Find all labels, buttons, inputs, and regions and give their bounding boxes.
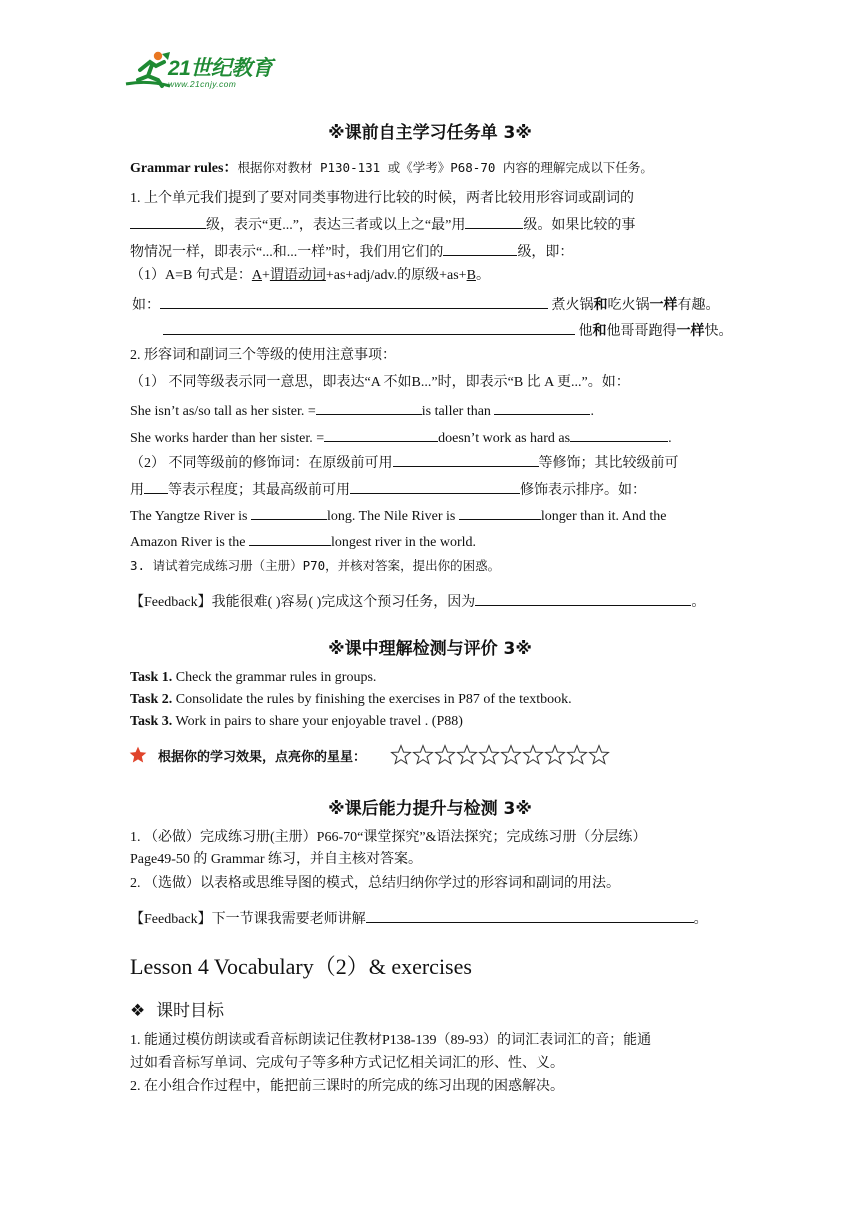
goal-1-line2: 过如看音标写单词、完成句子等多种方式记忆相关词汇的形、性、义。 [130,1056,564,1071]
blank-superlative[interactable] [465,213,523,229]
rating-star-icon[interactable] [413,746,432,764]
sentence-1: She isn’t as/so tall as her sister. = is taller than . [130,399,594,422]
rating-star-icon[interactable] [457,746,476,764]
blank-feedback-2[interactable] [366,907,694,923]
rating-star-icon[interactable] [435,746,454,764]
blank-superlative-modifier[interactable] [350,478,520,494]
para2-title: 2. 形容词和副词三个等级的使用注意事项： [130,348,396,363]
para2-item2-line2: 用 等表示程度；其最高级前可用 修饰表示排序。如： [130,478,646,501]
sentence-2: She works harder than her sister. = doesn’t work as hard as . [130,426,672,449]
para1-line2: 级，表示“更...”，表达三者或以上之“最”用 级。如果比较的事 [130,213,635,236]
para2-item2-line1: （2） 不同等级前的修饰词：在原级前可用 等修饰；其比较级前可 [130,451,679,474]
blank-example-2[interactable] [163,319,575,335]
rating-stars[interactable] [390,744,612,766]
section-title-preview: ※课前自主学习任务单 3※ [328,123,532,143]
blank-s2-a[interactable] [324,426,438,442]
blank-river-3[interactable] [249,530,331,546]
goal-2: 2. 在小组合作过程中，能把前三课时的所完成的练习出现的困惑解决。 [130,1079,564,1094]
rating-star-icon[interactable] [545,746,564,764]
homework-1-line1: 1. （必做）完成练习册(主册）P66-70“课堂探究”&语法探究；完成练习册（分层练） [130,830,647,845]
task-1: Task 1. Check the grammar rules in groups. [130,670,377,685]
star-icon [128,745,148,765]
section-title-in-class: ※课中理解检测与评价 3※ [328,639,532,659]
homework-2: 2. （选做）以表格或思维导图的模式，总结归纳你学过的形容词和副词的用法。 [130,876,620,891]
grammar-label: Grammar rules： [130,161,238,176]
blank-comparative-modifier[interactable] [144,478,168,494]
rating-star-icon[interactable] [589,746,608,764]
grammar-rules-line [130,158,653,179]
para2-item1: （1） 不同等级表示同一意思，即表达“A 不如B...”时，即表示“B 比 A 更...”。如： [130,375,630,390]
para1-line3: 物情况一样，即表示“...和...一样”时，我们用它们的 级，即： [130,240,573,263]
lesson-title: Lesson 4 Vocabulary（2）& exercises [130,954,472,979]
logo-url: www.21cnjy.com [168,79,237,89]
formula-line: （1）A=B 句式是：A+谓语动词+as+adj/adv.的原级+as+B。 [130,268,490,283]
river-line-2: Amazon River is the longest river in the world. [130,530,476,553]
grammar-text: 根据你对教材 P130-131 或《学考》P68-70 内容的理解完成以下任务。 [237,160,653,175]
river-line-1: The Yangtze River is long. The Nile River is longer than it. And the [130,504,666,527]
blank-positive-modifier[interactable] [393,451,539,467]
homework-1-line2: Page49-50 的 Grammar 练习，并自主核对答案。 [130,852,423,867]
para1-line1: 1. 上个单元我们提到了要对同类事物进行比较的时候，两者比较用形容词或副词的 [130,191,634,206]
feedback-1: 【Feedback】我能很难( )容易( )完成这个预习任务，因为 。 [130,590,705,613]
goal-1-line1: 1. 能通过模仿朗读或看音标朗读记住教材P138-139（89-93）的词汇表词汇的音；能通 [130,1033,652,1048]
star-rating-label: 根据你的学习效果，点亮你的星星： [158,750,367,765]
feedback-2: 【Feedback】下一节课我需要老师讲解 。 [130,907,708,930]
lesson-goal-heading: ❖ 课时目标 [130,1001,225,1021]
rating-star-icon[interactable] [391,746,410,764]
blank-s1-a[interactable] [316,399,422,415]
section-title-after-class: ※课后能力提升与检测 3※ [328,799,532,819]
blank-feedback-1[interactable] [475,590,691,606]
rating-star-icon[interactable] [567,746,586,764]
task-3: Task 3. Work in pairs to share your enjoyable travel . (P88) [130,714,463,729]
task-2: Task 2. Consolidate the rules by finishing the exercises in P87 of the textbook. [130,692,572,707]
blank-river-1[interactable] [251,504,327,520]
logo-brand: 21世纪教育 [168,57,273,80]
blank-positive[interactable] [443,240,517,256]
blank-river-2[interactable] [459,504,541,520]
example-line-1: 如： 煮火锅和吃火锅一样有趣。 [132,293,720,316]
diamond-bullet-icon: ❖ [130,1001,146,1021]
blank-s2-b[interactable] [570,426,668,442]
rating-star-icon[interactable] [523,746,542,764]
blank-comparative[interactable] [130,213,206,229]
rating-star-icon[interactable] [479,746,498,764]
example-line-2: 他和他哥哥跑得一样快。 [163,319,733,342]
para3: 3. 请试着完成练习册（主册）P70，并核对答案，提出你的困惑。 [130,558,501,573]
blank-s1-b[interactable] [494,399,590,415]
rating-star-icon[interactable] [501,746,520,764]
blank-example-1[interactable] [160,293,548,309]
